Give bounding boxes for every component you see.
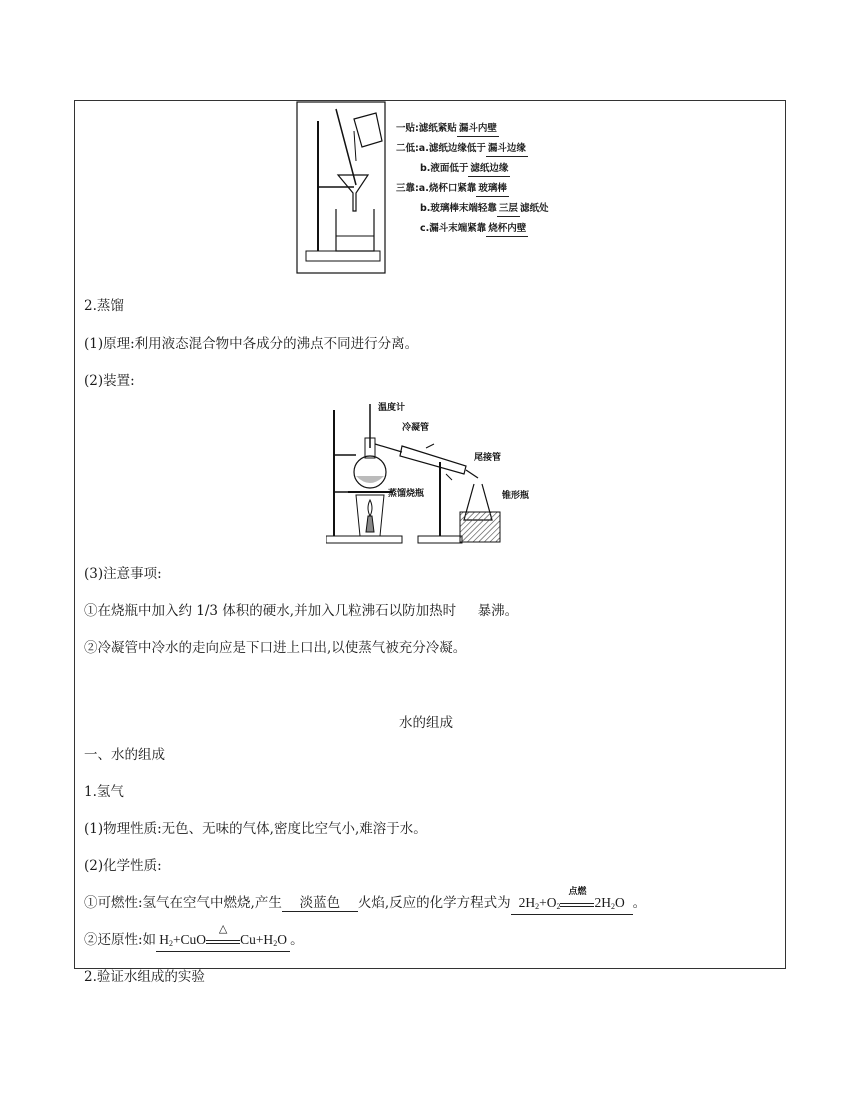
water-section-1: 一、水的组成 bbox=[84, 747, 165, 763]
label-thermometer: 温度计 bbox=[378, 403, 406, 413]
distillation-heading: 2.蒸馏 bbox=[84, 298, 124, 314]
filtration-label-4: 三靠:a.烧杯口紧靠 玻璃棒 bbox=[396, 180, 509, 197]
reducibility: ②还原性:如 $H_2+CuO$ △ $Cu+H_2O$ 。 bbox=[84, 928, 304, 952]
chemical-properties: (2)化学性质: bbox=[84, 858, 162, 874]
note-2: ②冷凝管中冷水的走向应是下口进上口出,以使蒸气被充分冷凝。 bbox=[84, 640, 467, 656]
filtration-label-5: b.玻璃棒末端轻靠 三层 滤纸处 bbox=[420, 200, 548, 217]
label-flask: 蒸馏烧瓶 bbox=[388, 489, 425, 499]
filtration-label-3: b.液面低于 滤纸边缘 bbox=[420, 160, 510, 177]
distillation-diagram bbox=[326, 400, 536, 546]
combustibility: ①可燃性:氢气在空气中燃烧,产生 淡蓝色 火焰,反应的化学方程式为 $2H_2+O_2$ 点燃 $2H_2O$ 。 bbox=[84, 891, 646, 915]
hydrogen-heading: 1.氢气 bbox=[84, 784, 124, 800]
label-condenser: 冷凝管 bbox=[402, 423, 430, 433]
distillation-device: (2)装置: bbox=[84, 373, 135, 389]
filtration-label-1: 一贴:滤纸紧贴 漏斗内壁 bbox=[396, 120, 499, 137]
label-receiver: 锥形瓶 bbox=[502, 491, 530, 501]
distillation-principle: (1)原理:利用液态混合物中各成分的沸点不同进行分离。 bbox=[84, 336, 419, 352]
filtration-label-6: c.漏斗末端紧靠 烧杯内壁 bbox=[420, 220, 528, 237]
section-title: 水的组成 bbox=[399, 715, 453, 731]
note-1: ①在烧瓶中加入约 1/3 体积的硬水,并加入几粒沸石以防加热时 暴沸。 bbox=[84, 603, 519, 619]
label-adapter: 尾接管 bbox=[474, 453, 502, 463]
reduction-equation: $H_2+CuO$ △ $Cu+H_2O$ bbox=[156, 932, 290, 952]
filtration-label-2: 二低:a.滤纸边缘低于 漏斗边缘 bbox=[396, 140, 528, 157]
verify-heading: 2.验证水组成的实验 bbox=[84, 969, 205, 985]
combustion-equation: $2H_2+O_2$ 点燃 $2H_2O$ bbox=[511, 895, 633, 915]
physical-properties: (1)物理性质:无色、无味的气体,密度比空气小,难溶于水。 bbox=[84, 821, 427, 837]
notes-heading: (3)注意事项: bbox=[84, 566, 162, 582]
